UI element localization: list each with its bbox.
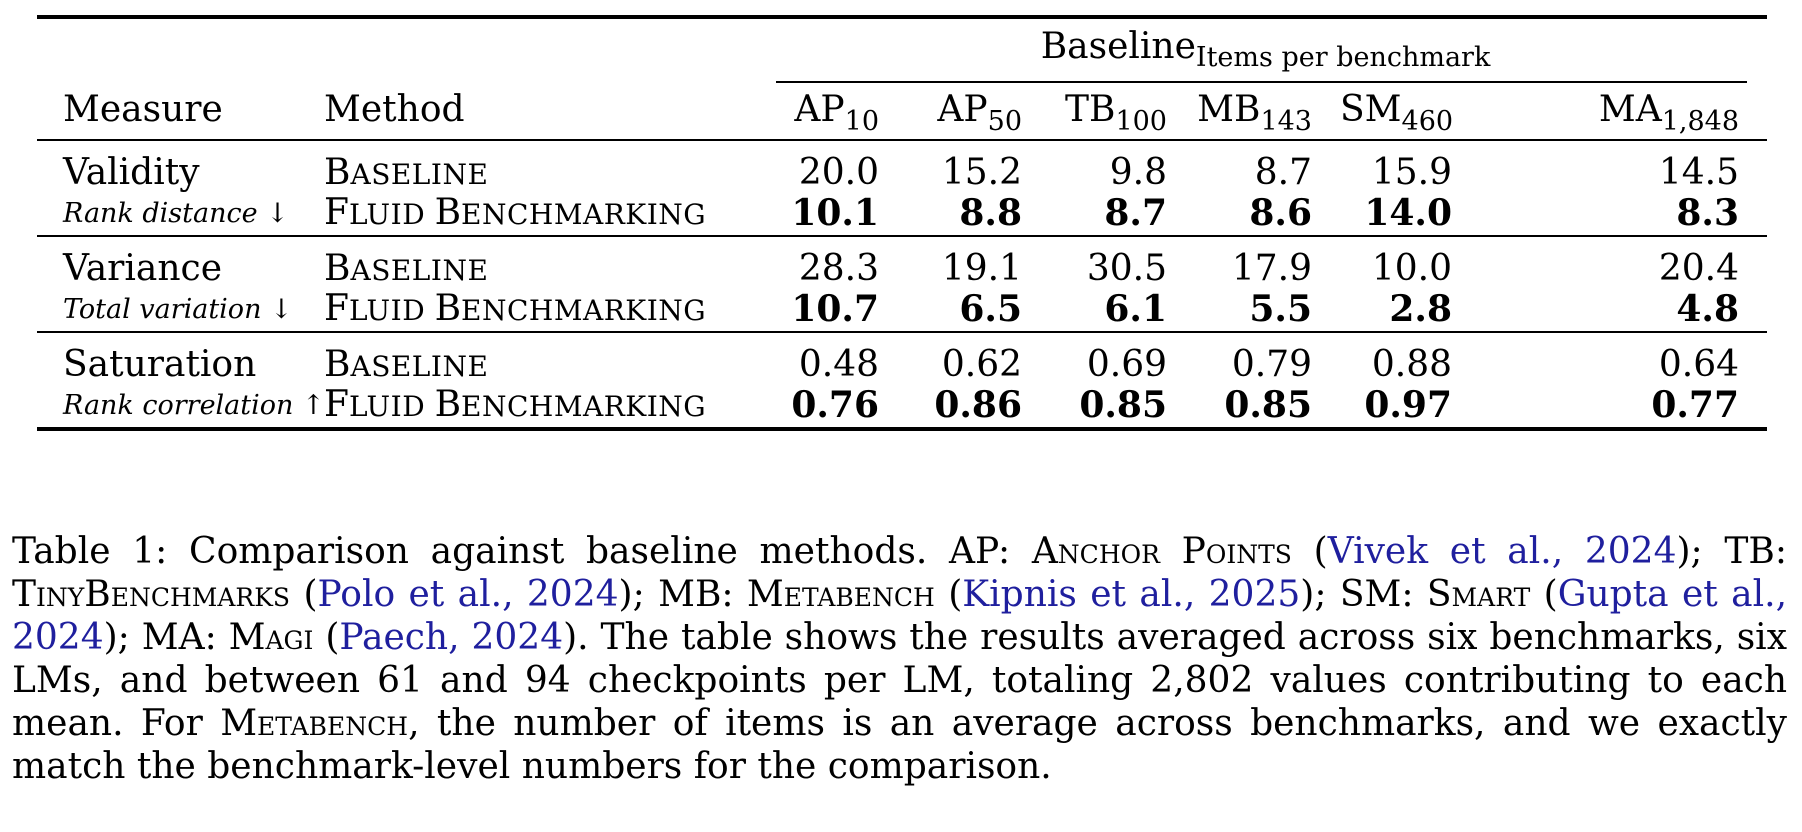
table-cell: 8.7 — [1104, 192, 1167, 234]
table-cell: 28.3 — [764, 236, 907, 287]
method-header: Method — [324, 89, 465, 130]
table-cell: 0.88 — [1340, 332, 1480, 383]
col-header-ap50: $AP_{50}$ — [937, 89, 1022, 137]
table-cell: 0.62 — [907, 332, 1050, 383]
table-row-validity-fluid — [37, 191, 1767, 236]
column-header-row — [37, 81, 1767, 140]
group-header-row — [37, 17, 1767, 81]
col-header-ap10: $AP_{10}$ — [794, 89, 879, 137]
table-cell: 5.5 — [1249, 288, 1312, 330]
table-cell: 0.64 — [1480, 332, 1767, 383]
table-cell: 10.0 — [1340, 236, 1480, 287]
table-row-saturation-fluid — [37, 383, 1767, 429]
table-cell: 20.0 — [764, 140, 907, 191]
table-cell: 19.1 — [907, 236, 1050, 287]
table-cell: 8.6 — [1249, 192, 1312, 234]
table-cell: 0.79 — [1195, 332, 1340, 383]
baseline-group-header: Baseline$_{Items per benchmark}$ — [764, 17, 1767, 81]
table-cell: 8.3 — [1676, 192, 1740, 234]
col-header-ma1848: $MA_{1,848}$ — [1598, 89, 1740, 137]
table-cell: 0.85 — [1079, 384, 1167, 426]
table-cell: 17.9 — [1195, 236, 1340, 287]
table-cell: 14.0 — [1364, 192, 1452, 234]
measure-label: Validity — [37, 140, 324, 191]
citation-link[interactable]: Paech, 2024 — [339, 617, 564, 658]
table-cell: 8.7 — [1195, 140, 1340, 191]
table-cell: 0.48 — [764, 332, 907, 383]
submeasure-label: Rank correlation ↑ — [63, 389, 325, 421]
table-cell: 0.85 — [1224, 384, 1312, 426]
table-row-variance-baseline — [37, 236, 1767, 287]
table-cell: 15.2 — [907, 140, 1050, 191]
measure-label: Variance — [37, 236, 324, 287]
table-cell: 8.8 — [959, 192, 1022, 234]
table-cell: 30.5 — [1050, 236, 1195, 287]
table-cell: 6.5 — [959, 288, 1022, 330]
table-cell: 0.69 — [1050, 332, 1195, 383]
table-row-variance-fluid — [37, 287, 1767, 332]
table-cell: 0.86 — [934, 384, 1022, 426]
metabench-name: Metabench — [220, 703, 409, 744]
anchor-points-name: Anchor Points — [1031, 531, 1292, 572]
table-cell: 10.1 — [791, 192, 879, 234]
table-cell: 2.8 — [1389, 288, 1452, 330]
col-header-mb143: $MB_{143}$ — [1197, 89, 1312, 137]
citation-link[interactable]: Gupta et al., 2024 — [12, 574, 1788, 658]
results-table-wrapper — [37, 15, 1767, 431]
table-cell: 9.8 — [1050, 140, 1195, 191]
submeasure-label: Total variation ↓ — [63, 293, 293, 325]
table-cell: 4.8 — [1676, 288, 1740, 330]
metabench-name: Metabench — [746, 574, 935, 615]
citation-link[interactable]: Vivek et al., 2024 — [1327, 531, 1677, 572]
table-cell: 6.1 — [1104, 288, 1167, 330]
measure-header: Measure — [63, 89, 223, 130]
table-cell: 0.76 — [791, 384, 879, 426]
table-cell: 0.77 — [1651, 384, 1740, 426]
magi-name: Magi — [228, 617, 314, 658]
method-label-fluid: FLUID BENCHMARKING — [324, 288, 707, 329]
table-cell: 20.4 — [1480, 236, 1767, 287]
submeasure-label: Rank distance ↓ — [63, 197, 289, 229]
table-cell: 0.97 — [1364, 384, 1452, 426]
table-row-validity-baseline — [37, 140, 1767, 191]
col-header-tb100: $TB_{100}$ — [1064, 89, 1167, 137]
table-caption: Table 1: Comparison against baseline methods. AP: Anchor Points (Vivek et al., 2024); TB: TinyBenchmarks (Polo et al., 2024); MB: Metabench (Kipnis et al., 2025); SM: Smart (Gupta et al., 2024); MA: Magi (Paech, 2024). The table shows the results averaged across six benchmarks, six LMs, and between 61 and 94 checkpoints per LM, totaling 2,802 values contributing to each mean. For Metabench, the number of items is an average across benchmarks, and we exactly match the benchmark-level numbers for the comparison. — [12, 531, 1788, 787]
measure-label: Saturation — [37, 332, 324, 383]
method-label-fluid: FLUID BENCHMARKING — [324, 192, 707, 233]
table-cell: 10.7 — [791, 288, 879, 330]
citation-link[interactable]: Polo et al., 2024 — [317, 574, 619, 615]
table-row-saturation-baseline — [37, 332, 1767, 383]
citation-link[interactable]: Kipnis et al., 2025 — [962, 574, 1301, 615]
results-table — [37, 15, 1767, 431]
method-label-baseline: BASELINE — [324, 236, 764, 287]
table-cell: 14.5 — [1480, 140, 1767, 191]
table-cell: 15.9 — [1340, 140, 1480, 191]
smart-name: Smart — [1426, 574, 1531, 615]
method-label-fluid: FLUID BENCHMARKING — [324, 384, 707, 425]
col-header-sm460: $SM_{460}$ — [1340, 89, 1454, 137]
method-label-baseline: BASELINE — [324, 332, 764, 383]
method-label-baseline: BASELINE — [324, 140, 764, 191]
tinybenchmarks-name: TinyBenchmarks — [12, 574, 291, 615]
